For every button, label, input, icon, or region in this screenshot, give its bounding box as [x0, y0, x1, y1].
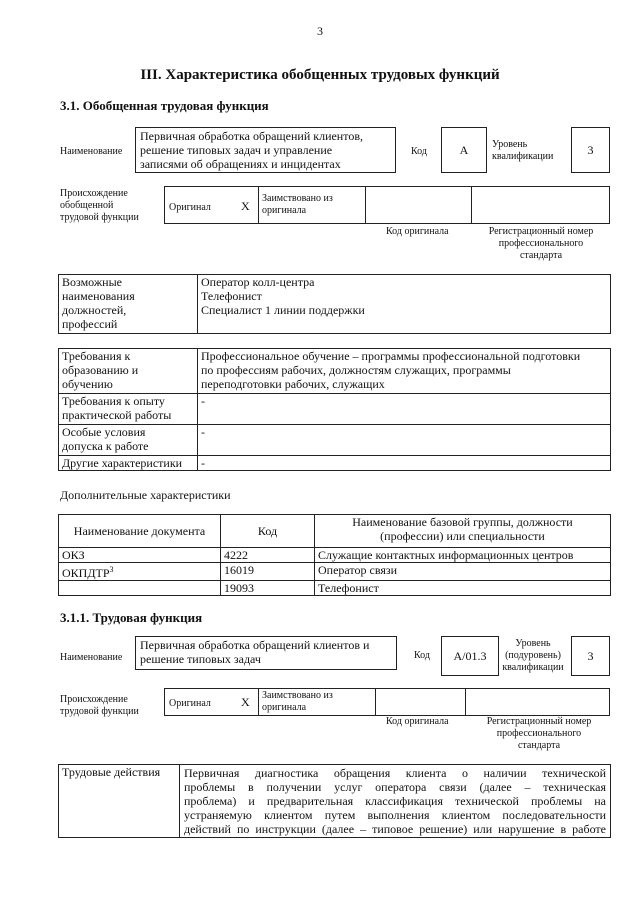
actions-line: действий по инструкции (далее – типовое решение) или нарушение в работе: [184, 822, 606, 836]
gtf-code-label: Код: [411, 146, 427, 157]
positions-label-line: наименования: [62, 289, 135, 303]
gtf-level-label: [492, 139, 553, 163]
col-doc-header: Наименование документа: [59, 515, 221, 548]
tf-level-label-line: (подуровень): [505, 650, 561, 661]
positions-label-line: должностей,: [62, 303, 127, 317]
divider: [258, 187, 259, 223]
edu-label-line: образованию и: [62, 363, 139, 377]
doc-cell: [59, 563, 221, 581]
tf-borrowed-line: оригинала: [262, 702, 307, 713]
requirements-row: [59, 456, 611, 471]
tf-origin-label-line: трудовой функции: [60, 706, 139, 717]
tf-origin-label: [60, 694, 139, 718]
actions-value-cell: [180, 765, 611, 838]
tf-code-label: Код: [414, 650, 430, 661]
gtf-code-original-caption: Код оригинала: [386, 226, 449, 237]
additional-table: [58, 514, 611, 596]
doc-text: ОКПДТР: [62, 566, 110, 580]
gtf-origin-label-line: трудовой функции: [60, 212, 139, 223]
exp-label-line: практической работы: [62, 408, 172, 422]
other-value-cell: -: [198, 456, 611, 471]
gtf-name-label: Наименование: [60, 146, 123, 157]
tf-borrowed-line: Заимствовано из: [262, 690, 333, 701]
divider: [465, 689, 466, 715]
special-value-cell: -: [198, 425, 611, 456]
actions-line: Первичная диагностика обращения клиента о наличии технической: [184, 766, 606, 780]
tf-code-box: А/01.3: [441, 636, 499, 676]
gtf-borrowed-label: [262, 193, 333, 217]
tf-reg-caption-line: профессионального: [496, 728, 582, 739]
positions-value-line: Оператор колл-центра: [201, 275, 315, 289]
gtf-heading: 3.1. Обобщенная трудовая функция: [60, 98, 269, 113]
gtf-name-line: записями об обращениях и инцидентах: [140, 157, 341, 171]
col-name-header-line: Наименование базовой группы, должности: [352, 515, 573, 529]
doc-cell: [59, 581, 221, 596]
positions-value-line: Специалист 1 линии поддержки: [201, 303, 365, 317]
edu-value-cell: [198, 349, 611, 394]
name-cell: Оператор связи: [315, 563, 611, 581]
gtf-level-label-line: Уровень: [492, 139, 528, 150]
col-name-header: [315, 515, 611, 548]
tf-code-original-caption: Код оригинала: [386, 716, 449, 727]
positions-label-cell: [59, 275, 198, 334]
additional-header-row: [59, 515, 611, 548]
tf-level-box: 3: [571, 636, 610, 676]
name-cell: Телефонист: [315, 581, 611, 596]
special-label-line: допуска к работе: [62, 439, 149, 453]
gtf-level-label-line: квалификации: [492, 151, 554, 162]
divider: [375, 689, 376, 715]
code-cell: 4222: [221, 548, 315, 563]
gtf-reg-caption-line: Регистрационный номер: [488, 226, 594, 237]
positions-row: [59, 275, 611, 334]
footnote-mark: 3: [109, 565, 114, 574]
gtf-name-line: Первичная обработка обращений клиентов,: [140, 129, 363, 143]
actions-table: [58, 764, 611, 838]
special-label-line: Особые условия: [62, 425, 146, 439]
tf-reg-caption: [468, 716, 610, 752]
tf-heading: 3.1.1. Трудовая функция: [60, 610, 203, 625]
gtf-original-label: Оригинал: [169, 202, 211, 213]
edu-value-line: Профессиональное обучение – программы профессиональной подготовки: [201, 349, 581, 363]
divider: [471, 187, 472, 223]
gtf-reg-caption: [472, 226, 610, 262]
tf-original-mark: X: [241, 695, 250, 709]
table-row: [59, 548, 611, 563]
exp-label-line: Требования к опыту: [62, 394, 165, 408]
other-label-cell: Другие характеристики: [59, 456, 198, 471]
requirements-table: [58, 348, 611, 471]
page-number: 3: [317, 24, 323, 38]
code-cell: 19093: [221, 581, 315, 596]
edu-value-line: по профессиям рабочих, должностям служащих, программы: [201, 363, 511, 377]
divider: [258, 689, 259, 715]
requirements-row: [59, 394, 611, 425]
special-label-cell: [59, 425, 198, 456]
table-row: [59, 581, 611, 596]
tf-name-line: решение типовых задач: [140, 652, 261, 666]
tf-reg-caption-line: Регистрационный номер: [486, 716, 592, 727]
exp-label-cell: [59, 394, 198, 425]
tf-name-line: Первичная обработка обращений клиентов и: [140, 638, 370, 652]
tf-level-label-line: квалификации: [502, 662, 564, 673]
edu-label-line: Требования к: [62, 349, 131, 363]
col-name-header-line: (профессии) или специальности: [380, 529, 545, 543]
gtf-origin-label: [60, 188, 139, 224]
gtf-reg-caption-line: стандарта: [519, 250, 563, 261]
gtf-name-box: [135, 127, 396, 173]
col-code-header: Код: [221, 515, 315, 548]
gtf-borrowed-line: оригинала: [262, 205, 307, 216]
table-row: [59, 563, 611, 581]
positions-label-line: профессий: [62, 317, 118, 331]
doc-cell: ОКЗ: [59, 548, 221, 563]
gtf-code-box: А: [441, 127, 487, 173]
tf-name-box: [135, 636, 397, 670]
name-cell: Служащие контактных информационных центров: [315, 548, 611, 563]
gtf-name-line: решение типовых задач и управление: [140, 143, 333, 157]
gtf-level-box: 3: [571, 127, 610, 173]
actions-line: устраняемую клиентом путем выполнения клиентом последовательности: [184, 808, 606, 822]
edu-label-line: обучению: [62, 377, 113, 391]
exp-value-cell: -: [198, 394, 611, 425]
gtf-origin-label-line: Происхождение: [60, 188, 128, 199]
actions-line: проблема) и предварительная классификация технической проблемы на: [184, 794, 606, 808]
gtf-origin-grid: [164, 186, 610, 224]
requirements-row: [59, 349, 611, 394]
positions-value-line: Телефонист: [201, 289, 262, 303]
tf-origin-grid: [164, 688, 610, 716]
tf-origin-label-line: Происхождение: [60, 694, 128, 705]
gtf-borrowed-line: Заимствовано из: [262, 193, 333, 204]
tf-name-label: Наименование: [60, 652, 123, 663]
positions-label-line: Возможные: [62, 275, 122, 289]
tf-reg-caption-line: стандарта: [517, 740, 561, 751]
actions-row: [59, 765, 611, 838]
actions-line: проблемы в получении услуг оператора связи (далее – техническая: [184, 780, 606, 794]
divider: [365, 187, 366, 223]
tf-level-label-line: Уровень: [515, 638, 551, 649]
tf-original-label: Оригинал: [169, 698, 211, 709]
edu-label-cell: [59, 349, 198, 394]
actions-label-cell: Трудовые действия: [59, 765, 180, 838]
additional-heading: Дополнительные характеристики: [60, 488, 231, 502]
gtf-reg-caption-line: профессионального: [498, 238, 584, 249]
requirements-row: [59, 425, 611, 456]
gtf-original-mark: X: [241, 199, 250, 213]
positions-value-cell: [198, 275, 611, 334]
tf-borrowed-label: [262, 690, 333, 714]
gtf-origin-label-line: обобщенной: [60, 200, 114, 211]
tf-level-label: [500, 638, 566, 674]
section-title: III. Характеристика обобщенных трудовых функций: [140, 67, 500, 83]
positions-table: [58, 274, 611, 334]
code-cell: 16019: [221, 563, 315, 581]
edu-value-line: переподготовки рабочих, служащих: [201, 377, 385, 391]
